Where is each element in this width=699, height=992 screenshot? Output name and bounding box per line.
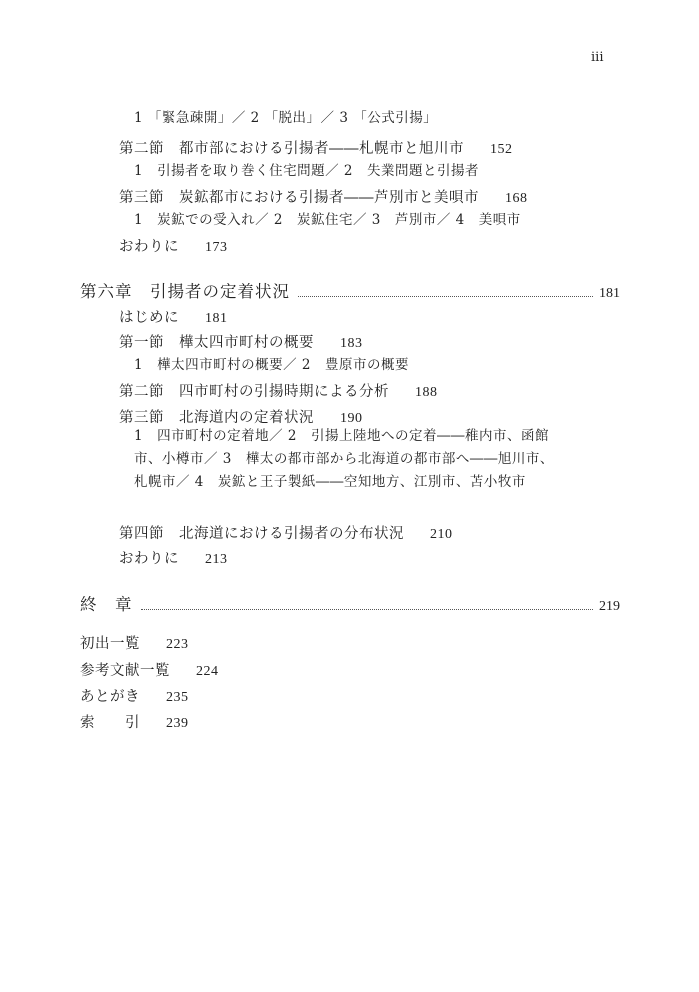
toc-back-item — [80, 685, 189, 706]
toc-back-item — [80, 632, 189, 653]
toc-section-title: はじめに — [119, 310, 179, 326]
toc-section — [119, 306, 228, 327]
toc-subsection-list: 1 炭鉱での受入れ／ 2 炭鉱住宅／ 3 芦別市／ 4 美唄市 — [134, 212, 521, 228]
toc-chapter — [80, 278, 620, 302]
toc-section — [119, 406, 363, 427]
toc-section-title: おわりに — [119, 239, 179, 255]
toc-page-number: 173 — [205, 240, 228, 255]
toc-section — [119, 331, 363, 352]
toc-back-title: 参考文献一覧 — [80, 663, 170, 679]
toc-subsection-list: 1 「緊急疎開」／ 2 「脱出」／ 3 「公式引揚」 — [134, 110, 438, 126]
toc-section — [119, 547, 228, 568]
toc-section-title: 第二節 都市部における引揚者――札幌市と旭川市 — [119, 141, 464, 157]
toc-chapter — [80, 591, 620, 615]
toc-section-title: 第三節 北海道内の定着状況 — [119, 410, 314, 426]
toc-back-title: 初出一覧 — [80, 636, 140, 652]
toc-back-title: 索 引 — [80, 715, 140, 731]
toc-section-title: おわりに — [119, 551, 179, 567]
toc-page-number: 181 — [205, 311, 228, 326]
toc-page-number: 239 — [166, 716, 189, 731]
page-number: iii — [591, 50, 604, 65]
dot-leader — [298, 296, 593, 297]
toc-page-number: 223 — [166, 637, 189, 652]
toc-subsection-list: 1 引揚者を取り巻く住宅問題／ 2 失業問題と引揚者 — [134, 163, 479, 179]
toc-back-item — [80, 711, 189, 732]
toc-page-number: 235 — [166, 690, 189, 705]
toc-section — [119, 137, 513, 158]
toc-section-title: 第四節 北海道における引揚者の分布状況 — [119, 526, 404, 542]
toc-section-title: 第一節 樺太四市町村の概要 — [119, 335, 314, 351]
toc-page-number: 190 — [340, 411, 363, 426]
toc-back-item — [80, 659, 219, 680]
toc-page-number: 152 — [490, 142, 513, 157]
toc-page-number: 188 — [415, 385, 438, 400]
toc-back-title: あとがき — [80, 689, 140, 705]
toc-section — [119, 522, 453, 543]
toc-page-number: 183 — [340, 336, 363, 351]
toc-section — [119, 380, 438, 401]
toc-page-number: 224 — [196, 664, 219, 679]
toc-chapter-title: 終 章 — [80, 595, 133, 614]
toc-page-number: 168 — [505, 191, 528, 206]
toc-section — [119, 235, 228, 256]
toc-subsection-list: 1 樺太四市町村の概要／ 2 豊原市の概要 — [134, 357, 409, 373]
toc-section — [119, 186, 528, 207]
toc-section-title: 第三節 炭鉱都市における引揚者――芦別市と美唄市 — [119, 190, 479, 206]
toc-section-title: 第二節 四市町村の引揚時期による分析 — [119, 384, 389, 400]
toc-subsection-list: 1 四市町村の定着地／ 2 引揚上陸地への定着――稚内市、函館市、小樽市／ 3 樺太の都市部から北海道の都市部へ――旭川市、札幌市／ 4 炭鉱と王子製紙――空知地方、江別市、苫小牧市 — [134, 428, 554, 490]
toc-page-number: 213 — [205, 552, 228, 567]
toc-chapter-title: 第六章 引揚者の定着状況 — [80, 282, 290, 301]
toc-page-number: 181 — [599, 286, 620, 301]
dot-leader — [141, 609, 594, 610]
toc-page-number: 210 — [430, 527, 453, 542]
toc-page-number: 219 — [599, 599, 620, 614]
